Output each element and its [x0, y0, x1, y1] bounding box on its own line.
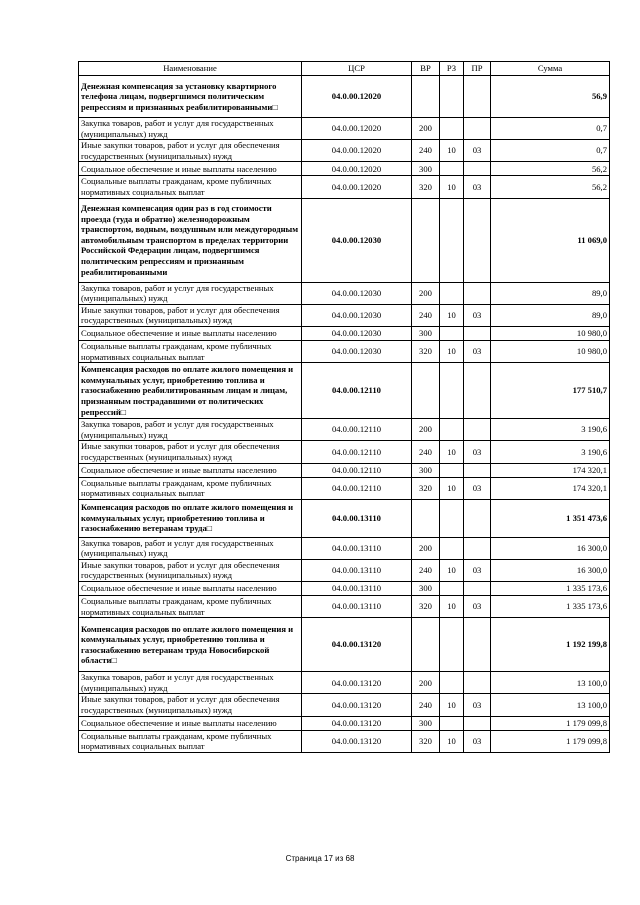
- cell-rz: [440, 463, 464, 477]
- cell-pr: 03: [464, 441, 491, 463]
- cell-name: Социальные выплаты гражданам, кроме публичных нормативных социальных выплат: [79, 477, 302, 499]
- cell-rz: [440, 363, 464, 419]
- cell-vr: [412, 363, 440, 419]
- table-row: [79, 672, 610, 694]
- cell-name: Социальные выплаты гражданам, кроме публичных нормативных социальных выплат: [79, 340, 302, 362]
- cell-pr: [464, 672, 491, 694]
- cell-pr: [464, 618, 491, 672]
- cell-sum: 1 335 173,6: [491, 582, 610, 596]
- cell-pr: 03: [464, 140, 491, 162]
- cell-vr: 300: [412, 716, 440, 730]
- cell-name: Денежная компенсация за установку квартирного телефона лицам, подвергшимся политическим репрессиям и признанных реабилитированными□: [79, 76, 302, 118]
- cell-rz: 10: [440, 477, 464, 499]
- header-vr: ВР: [412, 62, 440, 76]
- cell-vr: 320: [412, 596, 440, 618]
- cell-vr: 300: [412, 463, 440, 477]
- cell-pr: 03: [464, 304, 491, 326]
- cell-csr: 04.0.00.12110: [302, 441, 412, 463]
- table-row: [79, 140, 610, 162]
- cell-name: Закупка товаров, работ и услуг для государственных (муниципальных) нужд: [79, 537, 302, 559]
- cell-rz: 10: [440, 441, 464, 463]
- cell-sum: 89,0: [491, 304, 610, 326]
- cell-sum: 89,0: [491, 282, 610, 304]
- cell-pr: [464, 582, 491, 596]
- cell-pr: 03: [464, 730, 491, 752]
- table-row: [79, 419, 610, 441]
- cell-rz: [440, 672, 464, 694]
- cell-csr: 04.0.00.12020: [302, 162, 412, 176]
- cell-rz: [440, 618, 464, 672]
- cell-name: Социальное обеспечение и иные выплаты населению: [79, 582, 302, 596]
- cell-vr: 200: [412, 282, 440, 304]
- cell-vr: 240: [412, 559, 440, 581]
- cell-pr: [464, 118, 491, 140]
- cell-pr: [464, 463, 491, 477]
- cell-vr: 200: [412, 537, 440, 559]
- table-row: [79, 363, 610, 419]
- cell-pr: [464, 326, 491, 340]
- cell-csr: 04.0.00.13110: [302, 559, 412, 581]
- table-row: [79, 304, 610, 326]
- cell-vr: 300: [412, 326, 440, 340]
- header-sum: Сумма: [491, 62, 610, 76]
- cell-vr: 200: [412, 419, 440, 441]
- cell-pr: [464, 76, 491, 118]
- cell-vr: 200: [412, 672, 440, 694]
- table-row: [79, 694, 610, 716]
- cell-rz: [440, 716, 464, 730]
- cell-rz: [440, 76, 464, 118]
- cell-pr: [464, 282, 491, 304]
- cell-csr: 04.0.00.12030: [302, 304, 412, 326]
- cell-name: Компенсация расходов по оплате жилого помещения и коммунальных услуг, приобретению топлива и газоснабжению ветеранам труда□: [79, 499, 302, 537]
- page-footer: Страница 17 из 68: [285, 854, 355, 863]
- cell-vr: 320: [412, 340, 440, 362]
- cell-pr: [464, 162, 491, 176]
- cell-pr: 03: [464, 176, 491, 198]
- table-row: [79, 162, 610, 176]
- cell-sum: 3 190,6: [491, 441, 610, 463]
- cell-name: Закупка товаров, работ и услуг для государственных (муниципальных) нужд: [79, 419, 302, 441]
- table-row: [79, 596, 610, 618]
- table-row: [79, 76, 610, 118]
- table-row: [79, 559, 610, 581]
- cell-pr: [464, 363, 491, 419]
- cell-csr: 04.0.00.12110: [302, 463, 412, 477]
- cell-name: Компенсация расходов по оплате жилого помещения и коммунальных услуг, приобретению топлива и газоснабжению ветеранам труда Новосибирской области□: [79, 618, 302, 672]
- cell-sum: 3 190,6: [491, 419, 610, 441]
- table-row: [79, 537, 610, 559]
- cell-pr: 03: [464, 559, 491, 581]
- cell-sum: 16 300,0: [491, 537, 610, 559]
- cell-sum: 174 320,1: [491, 477, 610, 499]
- cell-sum: 174 320,1: [491, 463, 610, 477]
- cell-rz: 10: [440, 596, 464, 618]
- cell-csr: 04.0.00.12030: [302, 326, 412, 340]
- cell-vr: [412, 198, 440, 282]
- cell-sum: 56,9: [491, 76, 610, 118]
- cell-name: Социальное обеспечение и иные выплаты населению: [79, 463, 302, 477]
- cell-sum: 13 100,0: [491, 694, 610, 716]
- cell-rz: [440, 326, 464, 340]
- table-row: [79, 282, 610, 304]
- cell-pr: [464, 537, 491, 559]
- cell-sum: 1 179 099,8: [491, 716, 610, 730]
- table-row: [79, 463, 610, 477]
- cell-csr: 04.0.00.12030: [302, 198, 412, 282]
- header-csr: ЦСР: [302, 62, 412, 76]
- cell-csr: 04.0.00.12020: [302, 140, 412, 162]
- table-row: [79, 326, 610, 340]
- cell-name: Иные закупки товаров, работ и услуг для обеспечения государственных (муниципальных) нужд: [79, 559, 302, 581]
- cell-rz: [440, 118, 464, 140]
- cell-csr: 04.0.00.12110: [302, 477, 412, 499]
- cell-csr: 04.0.00.13110: [302, 499, 412, 537]
- table-row: [79, 176, 610, 198]
- cell-csr: 04.0.00.13120: [302, 730, 412, 752]
- budget-table: [78, 61, 610, 753]
- cell-vr: 320: [412, 477, 440, 499]
- table-row: [79, 477, 610, 499]
- cell-rz: 10: [440, 730, 464, 752]
- cell-csr: 04.0.00.13110: [302, 582, 412, 596]
- table-row: [79, 441, 610, 463]
- cell-csr: 04.0.00.12110: [302, 419, 412, 441]
- cell-vr: 320: [412, 730, 440, 752]
- cell-sum: 16 300,0: [491, 559, 610, 581]
- cell-pr: [464, 419, 491, 441]
- cell-vr: 300: [412, 162, 440, 176]
- cell-sum: 1 179 099,8: [491, 730, 610, 752]
- table-row: [79, 118, 610, 140]
- cell-name: Закупка товаров, работ и услуг для государственных (муниципальных) нужд: [79, 282, 302, 304]
- cell-name: Компенсация расходов по оплате жилого помещения и коммунальных услуг, приобретению топлива и газоснабжению реабилитированным лицам и лицам, признанным пострадавшими от политических репрессий□: [79, 363, 302, 419]
- cell-vr: 240: [412, 304, 440, 326]
- cell-sum: 13 100,0: [491, 672, 610, 694]
- cell-sum: 10 980,0: [491, 326, 610, 340]
- cell-sum: 56,2: [491, 176, 610, 198]
- table-row: [79, 198, 610, 282]
- table-header-row: [79, 62, 610, 76]
- cell-csr: 04.0.00.13110: [302, 537, 412, 559]
- cell-pr: [464, 716, 491, 730]
- cell-name: Иные закупки товаров, работ и услуг для обеспечения государственных (муниципальных) нужд: [79, 304, 302, 326]
- cell-pr: 03: [464, 340, 491, 362]
- cell-csr: 04.0.00.12020: [302, 76, 412, 118]
- cell-sum: 10 980,0: [491, 340, 610, 362]
- header-rz: РЗ: [440, 62, 464, 76]
- cell-name: Социальные выплаты гражданам, кроме публичных нормативных социальных выплат: [79, 730, 302, 752]
- cell-rz: [440, 582, 464, 596]
- cell-csr: 04.0.00.13120: [302, 672, 412, 694]
- cell-sum: 56,2: [491, 162, 610, 176]
- cell-name: Закупка товаров, работ и услуг для государственных (муниципальных) нужд: [79, 118, 302, 140]
- cell-csr: 04.0.00.12020: [302, 118, 412, 140]
- cell-rz: 10: [440, 559, 464, 581]
- table-row: [79, 582, 610, 596]
- cell-csr: 04.0.00.13120: [302, 694, 412, 716]
- cell-rz: [440, 419, 464, 441]
- table-body: [79, 76, 610, 753]
- cell-vr: 240: [412, 140, 440, 162]
- header-pr: ПР: [464, 62, 491, 76]
- cell-csr: 04.0.00.13110: [302, 596, 412, 618]
- cell-rz: [440, 499, 464, 537]
- cell-rz: 10: [440, 340, 464, 362]
- cell-sum: 1 351 473,6: [491, 499, 610, 537]
- cell-csr: 04.0.00.12110: [302, 363, 412, 419]
- cell-sum: 177 510,7: [491, 363, 610, 419]
- cell-csr: 04.0.00.13120: [302, 618, 412, 672]
- cell-vr: 240: [412, 694, 440, 716]
- cell-name: Иные закупки товаров, работ и услуг для обеспечения государственных (муниципальных) нужд: [79, 694, 302, 716]
- cell-name: Иные закупки товаров, работ и услуг для обеспечения государственных (муниципальных) нужд: [79, 140, 302, 162]
- cell-vr: 240: [412, 441, 440, 463]
- table-row: [79, 618, 610, 672]
- cell-vr: [412, 76, 440, 118]
- cell-name: Социальные выплаты гражданам, кроме публичных нормативных социальных выплат: [79, 596, 302, 618]
- cell-sum: 0,7: [491, 118, 610, 140]
- cell-rz: 10: [440, 694, 464, 716]
- cell-rz: [440, 537, 464, 559]
- cell-name: Иные закупки товаров, работ и услуг для обеспечения государственных (муниципальных) нужд: [79, 441, 302, 463]
- cell-pr: [464, 198, 491, 282]
- cell-pr: 03: [464, 477, 491, 499]
- cell-name: Социальное обеспечение и иные выплаты населению: [79, 716, 302, 730]
- cell-name: Социальное обеспечение и иные выплаты населению: [79, 326, 302, 340]
- cell-vr: 300: [412, 582, 440, 596]
- cell-vr: 320: [412, 176, 440, 198]
- cell-rz: 10: [440, 176, 464, 198]
- header-name: Наименование: [79, 62, 302, 76]
- cell-vr: [412, 618, 440, 672]
- cell-csr: 04.0.00.12030: [302, 282, 412, 304]
- cell-vr: 200: [412, 118, 440, 140]
- cell-rz: [440, 162, 464, 176]
- cell-csr: 04.0.00.13120: [302, 716, 412, 730]
- cell-rz: [440, 198, 464, 282]
- cell-sum: 1 335 173,6: [491, 596, 610, 618]
- cell-rz: [440, 282, 464, 304]
- cell-name: Денежная компенсация один раз в год стоимости проезда (туда и обратно) железнодорожным транспортом, водным, воздушным или междугородным автомобильным транспортом в пределах территории Российской Федерации лицам, подвергшимся политическим репрессиям и признанным реабилитированными: [79, 198, 302, 282]
- table-row: [79, 730, 610, 752]
- cell-rz: 10: [440, 140, 464, 162]
- cell-name: Закупка товаров, работ и услуг для государственных (муниципальных) нужд: [79, 672, 302, 694]
- cell-csr: 04.0.00.12020: [302, 176, 412, 198]
- cell-pr: [464, 499, 491, 537]
- table-row: [79, 340, 610, 362]
- table-row: [79, 716, 610, 730]
- cell-sum: 11 069,0: [491, 198, 610, 282]
- cell-pr: 03: [464, 596, 491, 618]
- cell-pr: 03: [464, 694, 491, 716]
- cell-sum: 1 192 199,8: [491, 618, 610, 672]
- cell-name: Социальные выплаты гражданам, кроме публичных нормативных социальных выплат: [79, 176, 302, 198]
- cell-name: Социальное обеспечение и иные выплаты населению: [79, 162, 302, 176]
- table-row: [79, 499, 610, 537]
- cell-sum: 0,7: [491, 140, 610, 162]
- cell-rz: 10: [440, 304, 464, 326]
- cell-vr: [412, 499, 440, 537]
- cell-csr: 04.0.00.12030: [302, 340, 412, 362]
